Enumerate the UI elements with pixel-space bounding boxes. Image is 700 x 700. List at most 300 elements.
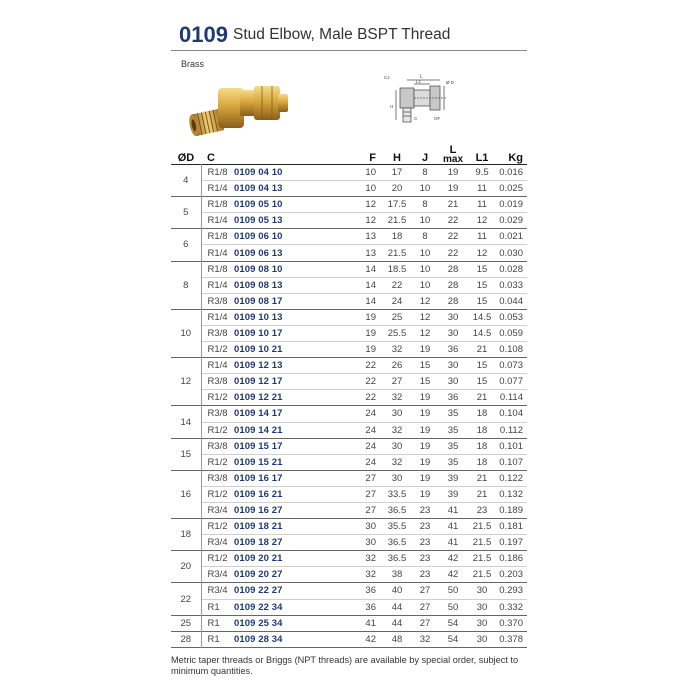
cell-l: 28	[447, 279, 459, 291]
cell-f: 36	[365, 601, 376, 613]
product-code: 0109	[179, 22, 228, 47]
page-header	[171, 20, 527, 50]
cell-l1: 21	[476, 392, 488, 404]
cell-kg: 0.114	[499, 392, 523, 404]
cell-l: 39	[447, 472, 459, 484]
table-row	[171, 615, 527, 631]
cell-c: R1	[207, 633, 220, 645]
cell-h: 48	[391, 633, 403, 645]
cell-kg: 0.189	[499, 505, 523, 517]
cell-h: 40	[391, 585, 403, 597]
cell-l1: 9.5	[475, 167, 489, 179]
diagram-label-l: L	[420, 74, 423, 80]
dimension-diagram	[372, 72, 464, 128]
cell-c: R1/8	[207, 231, 228, 243]
cell-f: 22	[365, 376, 376, 388]
cell-f: 14	[365, 279, 376, 291]
table-row	[171, 551, 527, 567]
cell-od: 22	[171, 583, 201, 615]
cell-kg: 0.112	[499, 424, 523, 436]
cell-j: 27	[419, 601, 431, 613]
cell-l: 22	[447, 215, 459, 227]
cell-h: 30	[391, 408, 403, 420]
cell-j: 27	[419, 585, 431, 597]
cell-j: 19	[419, 392, 431, 404]
cell-kg: 0.021	[499, 231, 523, 243]
cell-code: 0109 10 13	[234, 311, 283, 323]
cell-c: R3/8	[207, 472, 228, 484]
cell-l1: 21.5	[472, 537, 492, 549]
col-header-od: ØD	[177, 152, 195, 164]
cell-code: 0109 18 27	[234, 537, 283, 549]
cell-code: 0109 28 34	[234, 633, 283, 645]
cell-h: 44	[391, 617, 403, 629]
cell-c: R1/2	[207, 424, 228, 436]
cell-l: 19	[447, 167, 459, 179]
cell-code: 0109 15 21	[234, 456, 283, 468]
cell-c: R1/8	[207, 199, 228, 211]
table-row	[171, 502, 527, 518]
cell-f: 14	[365, 295, 376, 307]
col-header-l-sub: max	[442, 154, 463, 165]
table-row	[171, 438, 527, 454]
cell-h: 21.5	[387, 247, 407, 259]
cell-od: 15	[171, 438, 201, 470]
cell-l: 42	[447, 553, 459, 565]
cell-c: R1/2	[207, 344, 228, 356]
table-row	[171, 567, 527, 583]
cell-c: R1/8	[207, 263, 228, 275]
cell-l1: 11	[477, 183, 487, 195]
cell-code: 0109 16 21	[234, 488, 283, 500]
cell-j: 12	[419, 311, 431, 323]
cell-l1: 14.5	[472, 327, 492, 339]
cell-f: 12	[365, 199, 376, 211]
cell-j: 19	[419, 344, 431, 356]
cell-f: 27	[365, 505, 376, 517]
cell-h: 18	[391, 231, 403, 243]
cell-f: 22	[365, 392, 376, 404]
cell-kg: 0.370	[499, 617, 523, 629]
col-header-code	[234, 146, 356, 165]
cell-l1: 21	[476, 488, 488, 500]
cell-j: 10	[419, 247, 431, 259]
cell-h: 18.5	[387, 263, 407, 275]
material-label: Brass	[181, 59, 205, 69]
cell-od: 20	[171, 551, 201, 583]
cell-j: 19	[419, 440, 431, 452]
cell-c: R1/4	[207, 311, 228, 323]
diagram-label-h: H	[390, 104, 394, 109]
cell-l: 22	[447, 247, 459, 259]
diagram-label-cj: CJ	[384, 75, 390, 80]
cell-f: 30	[365, 537, 376, 549]
cell-h: 26	[391, 360, 403, 372]
cell-l1: 18	[476, 408, 488, 420]
cell-kg: 0.101	[499, 440, 523, 452]
cell-code: 0109 14 17	[234, 408, 283, 420]
cell-l: 41	[447, 537, 459, 549]
cell-l1: 18	[476, 424, 488, 436]
cell-code: 0109 22 27	[234, 585, 283, 597]
cell-l: 50	[447, 585, 459, 597]
cell-l1: 30	[476, 601, 488, 613]
cell-od: 12	[171, 358, 201, 406]
cell-kg: 0.108	[499, 344, 523, 356]
cell-code: 0109 04 10	[234, 167, 283, 179]
table-row	[171, 631, 527, 647]
cell-j: 8	[422, 231, 428, 243]
cell-l: 19	[447, 183, 459, 195]
cell-j: 8	[422, 167, 428, 179]
cell-od: 14	[171, 406, 201, 438]
cell-f: 41	[365, 617, 376, 629]
cell-h: 38	[391, 569, 403, 581]
footnote: Metric taper threads or Briggs (NPT threads) are available by special order, subject to minimum quantities.	[171, 655, 519, 676]
cell-l1: 30	[476, 617, 488, 629]
cell-code: 0109 08 13	[234, 279, 283, 291]
cell-kg: 0.197	[499, 537, 523, 549]
cell-kg: 0.181	[499, 521, 523, 533]
cell-code: 0109 15 17	[234, 440, 283, 452]
cell-h: 17.5	[387, 199, 407, 211]
cell-c: R1/8	[207, 167, 228, 179]
cell-j: 12	[419, 295, 431, 307]
cell-code: 0109 22 34	[234, 601, 283, 613]
cell-h: 22	[391, 279, 403, 291]
cell-l1: 14.5	[472, 311, 492, 323]
cell-c: R3/4	[207, 505, 228, 517]
cell-j: 10	[419, 215, 431, 227]
table-row	[171, 454, 527, 470]
cell-l1: 21.5	[472, 553, 492, 565]
cell-c: R3/8	[207, 408, 228, 420]
cell-h: 32	[391, 392, 403, 404]
cell-f: 14	[365, 263, 376, 275]
cell-j: 15	[419, 376, 431, 388]
cell-f: 32	[365, 569, 376, 581]
cell-code: 0109 10 17	[234, 327, 283, 339]
cell-j: 10	[419, 263, 431, 275]
cell-c: R1/2	[207, 488, 228, 500]
cell-kg: 0.186	[499, 553, 523, 565]
cell-c: R3/4	[207, 569, 228, 581]
table-row	[171, 309, 527, 325]
cell-l: 30	[447, 376, 459, 388]
cell-od: 4	[171, 165, 201, 197]
cell-od: 5	[171, 197, 201, 229]
cell-l: 41	[447, 505, 459, 517]
cell-l1: 30	[476, 585, 488, 597]
cell-j: 23	[419, 553, 431, 565]
cell-code: 0109 08 17	[234, 295, 283, 307]
cell-l: 54	[447, 633, 459, 645]
cell-j: 10	[419, 183, 431, 195]
cell-kg: 0.073	[499, 360, 523, 372]
cell-l1: 15	[476, 376, 488, 388]
cell-code: 0109 12 21	[234, 392, 283, 404]
col-header-h: H	[393, 152, 401, 164]
cell-f: 32	[365, 553, 376, 565]
fitting-photo	[184, 74, 292, 144]
cell-l1: 23	[476, 505, 488, 517]
table-row	[171, 325, 527, 341]
cell-c: R1/2	[207, 553, 228, 565]
cell-l1: 12	[476, 215, 488, 227]
cell-h: 44	[391, 601, 403, 613]
cell-l: 30	[447, 311, 459, 323]
cell-l: 35	[447, 408, 459, 420]
cell-code: 0109 14 21	[234, 424, 283, 436]
cell-code: 0109 08 10	[234, 263, 283, 275]
cell-f: 42	[365, 633, 376, 645]
cell-kg: 0.203	[499, 569, 523, 581]
cell-kg: 0.029	[499, 215, 523, 227]
cell-code: 0109 20 21	[234, 553, 283, 565]
cell-f: 19	[365, 344, 376, 356]
cell-h: 21.5	[387, 215, 407, 227]
cell-kg: 0.033	[499, 279, 523, 291]
cell-j: 19	[419, 472, 431, 484]
diagram-label-c: C	[414, 116, 418, 121]
cell-f: 24	[365, 408, 376, 420]
table-row	[171, 277, 527, 293]
cell-h: 30	[391, 472, 403, 484]
col-header-j: J	[421, 152, 429, 164]
cell-h: 17	[391, 167, 403, 179]
cell-f: 13	[365, 231, 376, 243]
cell-l1: 21	[476, 472, 488, 484]
cell-l: 36	[447, 392, 459, 404]
cell-c: R1/4	[207, 215, 228, 227]
cell-l: 28	[447, 295, 459, 307]
cell-l1: 15	[476, 263, 488, 275]
cell-c: R1/4	[207, 360, 228, 372]
cell-f: 22	[365, 360, 376, 372]
cell-l1: 21	[476, 344, 488, 356]
cell-h: 25.5	[387, 327, 407, 339]
col-header-l1: L1	[475, 152, 489, 164]
cell-kg: 0.030	[499, 247, 523, 259]
cell-f: 10	[365, 167, 376, 179]
cell-j: 19	[419, 408, 431, 420]
table-row	[171, 535, 527, 551]
cell-f: 19	[365, 311, 376, 323]
cell-j: 19	[419, 424, 431, 436]
dimensions-table	[171, 146, 527, 648]
cell-kg: 0.122	[499, 472, 523, 484]
cell-l: 54	[447, 617, 459, 629]
cell-kg: 0.104	[499, 408, 523, 420]
cell-code: 0109 05 13	[234, 215, 283, 227]
table-row	[171, 197, 527, 213]
cell-c: R1/2	[207, 521, 228, 533]
cell-f: 27	[365, 472, 376, 484]
cell-c: R1/4	[207, 279, 228, 291]
cell-h: 35.5	[387, 521, 407, 533]
cell-code: 0109 12 13	[234, 360, 283, 372]
cell-code: 0109 04 13	[234, 183, 283, 195]
cell-l1: 12	[476, 247, 488, 259]
table-row	[171, 486, 527, 502]
cell-h: 25	[391, 311, 403, 323]
cell-l1: 18	[476, 440, 488, 452]
cell-j: 15	[419, 360, 431, 372]
cell-l1: 21.5	[472, 521, 492, 533]
cell-j: 23	[419, 505, 431, 517]
cell-kg: 0.019	[499, 199, 523, 211]
cell-l: 35	[447, 424, 459, 436]
diagram-label-of: OF	[434, 116, 441, 121]
diagram-label-l1: L1	[416, 79, 422, 84]
table-row	[171, 165, 527, 181]
col-header-l	[438, 146, 468, 165]
table-row	[171, 181, 527, 197]
cell-kg: 0.044	[499, 295, 523, 307]
cell-j: 12	[419, 327, 431, 339]
cell-h: 32	[391, 456, 403, 468]
col-header-kg: Kg	[508, 152, 523, 164]
cell-kg: 0.016	[499, 167, 523, 179]
cell-h: 36.5	[387, 537, 407, 549]
cell-j: 23	[419, 537, 431, 549]
cell-f: 24	[365, 456, 376, 468]
table-row	[171, 342, 527, 358]
table-row	[171, 599, 527, 615]
table-row	[171, 229, 527, 245]
cell-code: 0109 16 17	[234, 472, 283, 484]
cell-l: 30	[447, 360, 459, 372]
cell-od: 10	[171, 309, 201, 357]
cell-code: 0109 12 17	[234, 376, 283, 388]
cell-kg: 0.107	[499, 456, 523, 468]
col-header-c: C	[207, 152, 215, 164]
cell-h: 24	[391, 295, 403, 307]
cell-f: 24	[365, 424, 376, 436]
cell-f: 36	[365, 585, 376, 597]
cell-od: 6	[171, 229, 201, 261]
cell-c: R3/8	[207, 327, 228, 339]
cell-code: 0109 16 27	[234, 505, 283, 517]
cell-code: 0109 06 10	[234, 231, 283, 243]
cell-l: 41	[447, 521, 459, 533]
table-row	[171, 358, 527, 374]
cell-l: 42	[447, 569, 459, 581]
header-divider	[171, 50, 527, 51]
cell-h: 20	[391, 183, 403, 195]
cell-l: 30	[447, 327, 459, 339]
cell-l1: 15	[476, 295, 488, 307]
cell-kg: 0.132	[499, 488, 523, 500]
cell-kg: 0.378	[499, 633, 523, 645]
cell-l: 39	[447, 488, 459, 500]
cell-l1: 21.5	[472, 569, 492, 581]
cell-code: 0109 05 10	[234, 199, 283, 211]
table-row	[171, 390, 527, 406]
cell-h: 36.5	[387, 553, 407, 565]
cell-j: 23	[419, 521, 431, 533]
cell-kg: 0.053	[499, 311, 523, 323]
cell-j: 27	[419, 617, 431, 629]
cell-l: 35	[447, 440, 459, 452]
cell-od: 18	[171, 519, 201, 551]
cell-f: 12	[365, 215, 376, 227]
cell-kg: 0.077	[499, 376, 523, 388]
product-title: Stud Elbow, Male BSPT Thread	[233, 26, 451, 43]
cell-c: R3/8	[207, 295, 228, 307]
cell-h: 32	[391, 344, 403, 356]
cell-kg: 0.293	[499, 585, 523, 597]
table-row	[171, 519, 527, 535]
cell-code: 0109 25 34	[234, 617, 283, 629]
cell-kg: 0.028	[499, 263, 523, 275]
cell-j: 19	[419, 456, 431, 468]
table-row	[171, 583, 527, 599]
cell-c: R3/8	[207, 440, 228, 452]
cell-h: 33.5	[387, 488, 407, 500]
cell-l1: 30	[476, 633, 488, 645]
cell-h: 36.5	[387, 505, 407, 517]
table-row	[171, 293, 527, 309]
cell-h: 27	[391, 376, 403, 388]
cell-j: 23	[419, 569, 431, 581]
cell-l: 36	[447, 344, 459, 356]
cell-l: 50	[447, 601, 459, 613]
cell-j: 10	[419, 279, 431, 291]
table-header-row	[171, 146, 527, 165]
cell-j: 19	[419, 488, 431, 500]
cell-l: 35	[447, 456, 459, 468]
cell-f: 27	[365, 488, 376, 500]
cell-f: 10	[365, 183, 376, 195]
table-row	[171, 374, 527, 390]
table-row	[171, 422, 527, 438]
cell-l: 21	[447, 199, 459, 211]
cell-l1: 11	[477, 231, 487, 243]
cell-od: 8	[171, 261, 201, 309]
cell-c: R1	[207, 617, 220, 629]
cell-l1: 15	[476, 360, 488, 372]
cell-c: R1	[207, 601, 220, 613]
cell-l1: 18	[476, 456, 488, 468]
table-row	[171, 245, 527, 261]
cell-code: 0109 20 27	[234, 569, 283, 581]
cell-j: 8	[422, 199, 428, 211]
cell-c: R3/4	[207, 585, 228, 597]
cell-h: 30	[391, 440, 403, 452]
cell-kg: 0.059	[499, 327, 523, 339]
cell-f: 24	[365, 440, 376, 452]
cell-code: 0109 10 21	[234, 344, 283, 356]
col-header-f: F	[369, 152, 376, 164]
table-row	[171, 261, 527, 277]
cell-c: R1/4	[207, 183, 228, 195]
cell-c: R1/2	[207, 456, 228, 468]
cell-kg: 0.025	[499, 183, 523, 195]
table-body	[171, 165, 527, 648]
cell-l: 22	[447, 231, 459, 243]
cell-code: 0109 18 21	[234, 521, 283, 533]
table-row	[171, 470, 527, 486]
cell-l1: 11	[477, 199, 487, 211]
table-row	[171, 406, 527, 422]
cell-od: 16	[171, 470, 201, 518]
cell-c: R3/4	[207, 537, 228, 549]
table-row	[171, 213, 527, 229]
cell-od: 28	[171, 631, 201, 647]
cell-l: 28	[447, 263, 459, 275]
cell-c: R1/2	[207, 392, 228, 404]
